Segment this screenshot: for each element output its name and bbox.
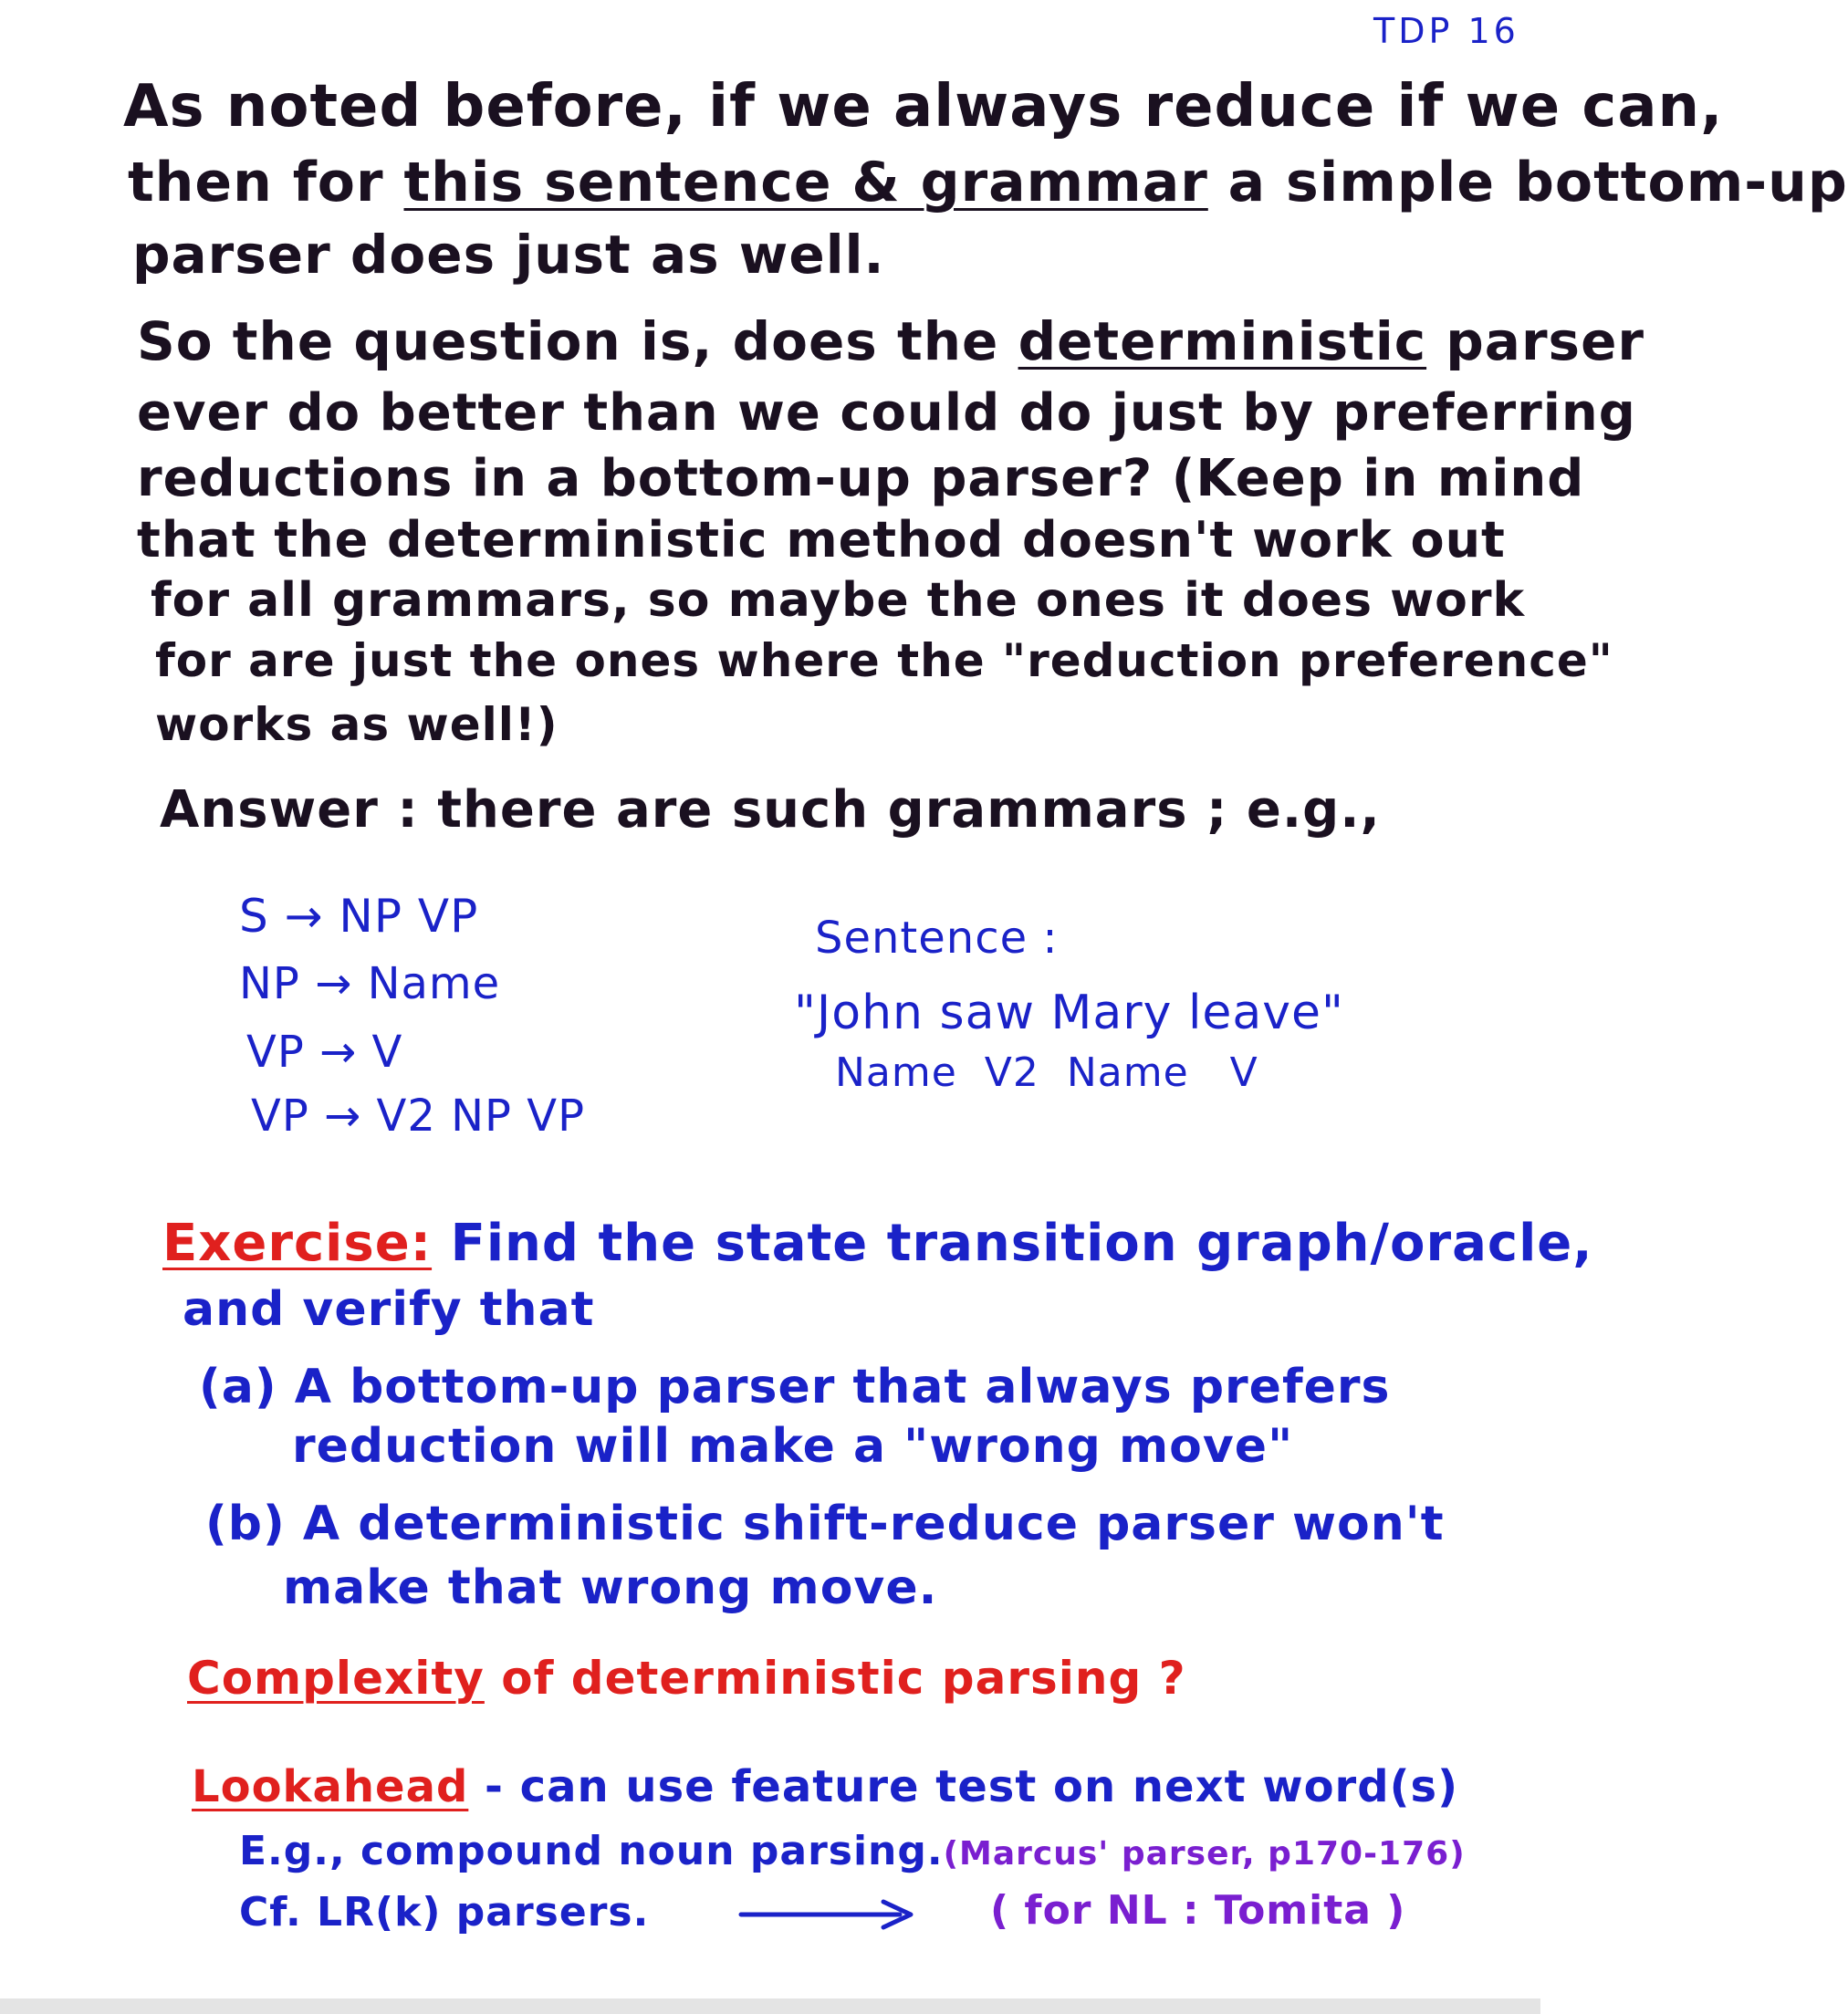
answer-line: Answer : there are such grammars ; e.g., (160, 780, 1381, 840)
question-line-4: that the deterministic method doesn't work out (137, 511, 1506, 569)
lookahead-example: E.g., compound noun parsing. (239, 1828, 944, 1874)
question-line-1 (137, 310, 1644, 372)
grammar-rule: NP → Name (239, 958, 501, 1009)
question-line-2: ever do better than we could do just by preferring (137, 383, 1636, 443)
exercise-part-a-line-2: reduction will make a "wrong move" (292, 1419, 1294, 1474)
intro-line-1: As noted before, if we always reduce if we can, (123, 73, 1724, 141)
intro-line-2-start: then for (128, 151, 404, 214)
question-line-5: for all grammars, so maybe the ones it does work (151, 573, 1526, 628)
page-label: TDP 16 (1373, 11, 1519, 51)
grammar-rule: VP → V (246, 1027, 403, 1078)
sentence-label: Sentence : (815, 913, 1059, 964)
lookahead-label: Lookahead (192, 1761, 469, 1812)
lookahead-line-3: Cf. LR(k) parsers. (239, 1889, 650, 1936)
lookahead-line-2 (239, 1828, 1466, 1874)
example-sentence: "John saw Mary leave" (794, 986, 1344, 1040)
intro-line-2 (128, 151, 1848, 214)
right-arrow-icon (737, 1896, 920, 1933)
intro-line-3: parser does just as well. (132, 224, 885, 286)
exercise-instruction: Find the state transition graph/oracle, (432, 1214, 1593, 1273)
tomita-reference: ( for NL : Tomita ) (990, 1887, 1406, 1934)
complexity-question: of deterministic parsing ? (484, 1652, 1186, 1705)
grammar-rule: S → NP VP (239, 890, 479, 943)
grammar-rule: VP → V2 NP VP (251, 1090, 586, 1142)
marcus-reference: (Marcus' parser, p170-176) (943, 1835, 1466, 1873)
underlined-word: deterministic (1018, 310, 1427, 372)
word-tags: Name V2 Name V (835, 1049, 1258, 1096)
exercise-label: Exercise: (162, 1214, 433, 1273)
question-line-1-end: parser (1426, 310, 1645, 372)
scan-edge (0, 1998, 1540, 2014)
complexity-label: Complexity (187, 1652, 485, 1705)
question-line-6: for are just the ones where the "reduction preference" (155, 634, 1613, 687)
lookahead-line-1 (192, 1761, 1458, 1812)
exercise-part-b-line-1: (b) A deterministic shift-reduce parser won't (205, 1497, 1445, 1551)
question-line-1-start: So the question is, does the (137, 310, 1018, 372)
complexity-line (187, 1652, 1186, 1705)
question-line-3: reductions in a bottom-up parser? (Keep in mind (137, 449, 1585, 508)
question-line-7: works as well!) (155, 698, 559, 751)
exercise-part-b-line-2: make that wrong move. (283, 1560, 938, 1615)
exercise-part-a-line-1: (a) A bottom-up parser that always prefers (199, 1360, 1391, 1414)
lookahead-description: - can use feature test on next word(s) (468, 1761, 1459, 1812)
exercise-line-1 (162, 1214, 1593, 1273)
intro-line-2-end: a simple bottom-up (1207, 151, 1848, 214)
underlined-phrase: this sentence & grammar (403, 151, 1208, 214)
exercise-line-2: and verify that (183, 1282, 595, 1337)
